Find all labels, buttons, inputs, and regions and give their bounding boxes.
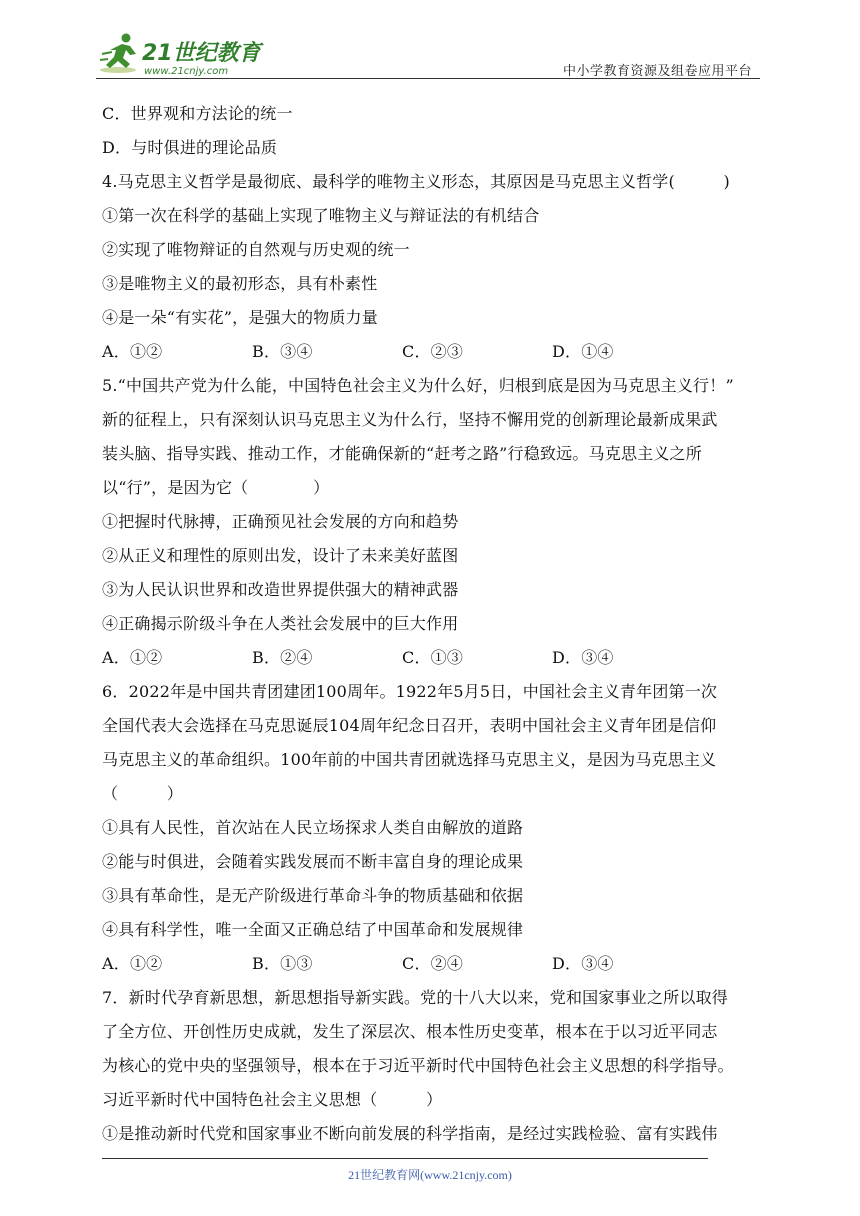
text-line: ③是唯物主义的最初形态，具有朴素性 bbox=[102, 274, 378, 293]
text-line: 以“行”，是因为它（ ） bbox=[102, 478, 330, 497]
text-line: 习近平新时代中国特色社会主义思想（ ） bbox=[102, 1090, 443, 1109]
logo-main-text: 21世纪教育 bbox=[142, 41, 261, 66]
runner-logo-icon bbox=[96, 30, 266, 78]
text-line: C．世界观和方法论的统一 bbox=[102, 104, 293, 123]
question-content bbox=[102, 97, 762, 1151]
text-line: ④具有科学性，唯一全面又正确总结了中国革命和发展规律 bbox=[102, 920, 524, 939]
answer-option: B．③④ bbox=[252, 342, 313, 361]
answer-option: B．①③ bbox=[252, 954, 313, 973]
text-line: 装头脑、指导实践、推动工作，才能确保新的“赶考之路”行稳致远。马克思主义之所 bbox=[102, 444, 702, 463]
text-line: ④正确揭示阶级斗争在人类社会发展中的巨大作用 bbox=[102, 614, 459, 633]
platform-title: 中小学教育资源及组卷应用平台 bbox=[562, 64, 752, 79]
answer-option: C．①③ bbox=[402, 648, 464, 667]
answer-option: D．③④ bbox=[552, 648, 614, 667]
answer-option: A．①② bbox=[102, 342, 163, 361]
answer-option: D．③④ bbox=[552, 954, 614, 973]
text-line: 新的征程上，只有深刻认识马克思主义为什么行，坚持不懈用党的创新理论最新成果武 bbox=[102, 410, 718, 429]
answer-option: A．①② bbox=[102, 954, 163, 973]
text-line: ①是推动新时代党和国家事业不断向前发展的科学指南，是经过实践检验、富有实践伟 bbox=[102, 1124, 718, 1143]
answer-option: C．②③ bbox=[402, 342, 464, 361]
answer-option: C．②④ bbox=[402, 954, 464, 973]
text-line: ②能与时俱进，会随着实践发展而不断丰富自身的理论成果 bbox=[102, 852, 524, 871]
answer-option: A．①② bbox=[102, 648, 163, 667]
answer-option: B．②④ bbox=[252, 648, 313, 667]
text-line: ③为人民认识世界和改造世界提供强大的精神武器 bbox=[102, 580, 459, 599]
text-line: ②实现了唯物辩证的自然观与历史观的统一 bbox=[102, 240, 410, 259]
text-line: ④是一朵“有实花”，是强大的物质力量 bbox=[102, 308, 378, 327]
text-line: 7．新时代孕育新思想，新思想指导新实践。党的十八大以来，党和国家事业之所以取得 bbox=[102, 988, 728, 1007]
text-line: 为核心的党中央的坚强领导，根本在于习近平新时代中国特色社会主义思想的科学指导。 bbox=[102, 1056, 734, 1075]
text-line: 6．2022年是中国共青团建团100周年。1922年5月5日，中国社会主义青年团第一次 bbox=[102, 682, 718, 701]
footer-text: 21世纪教育网(www.21cnjy.com) bbox=[348, 1168, 512, 1182]
text-line: ①把握时代脉搏，正确预见社会发展的方向和趋势 bbox=[102, 512, 459, 531]
answer-options bbox=[102, 947, 762, 981]
logo bbox=[96, 30, 266, 78]
text-line: 全国代表大会选择在马克思诞辰104周年纪念日召开，表明中国社会主义青年团是信仰 bbox=[102, 716, 717, 735]
text-line: 5.“中国共产党为什么能，中国特色社会主义为什么好，归根到底是因为马克思主义行！” bbox=[102, 376, 734, 395]
footer-divider bbox=[102, 1158, 708, 1159]
text-line: （ ） bbox=[102, 784, 184, 803]
answer-options bbox=[102, 641, 762, 675]
text-line: 了全方位、开创性历史成就，发生了深层次、根本性历史变革，根本在于以习近平同志 bbox=[102, 1022, 718, 1041]
answer-options bbox=[102, 335, 762, 369]
page-header bbox=[96, 30, 760, 80]
answer-option: D．①④ bbox=[552, 342, 614, 361]
header-divider bbox=[96, 78, 760, 79]
text-line: 马克思主义的革命组织。100年前的中国共青团就选择马克思主义，是因为马克思主义 bbox=[102, 750, 717, 769]
text-line: ③具有革命性，是无产阶级进行革命斗争的物质基础和依据 bbox=[102, 886, 524, 905]
text-line: ①具有人民性，首次站在人民立场探求人类自由解放的道路 bbox=[102, 818, 524, 837]
text-line: 4.马克思主义哲学是最彻底、最科学的唯物主义形态，其原因是马克思主义哲学( ) bbox=[102, 172, 730, 191]
text-line: D．与时俱进的理论品质 bbox=[102, 138, 278, 157]
text-line: ②从正义和理性的原则出发，设计了未来美好蓝图 bbox=[102, 546, 459, 565]
text-line: ①第一次在科学的基础上实现了唯物主义与辩证法的有机结合 bbox=[102, 206, 540, 225]
logo-sub-text: www.21cnjy.com bbox=[144, 66, 229, 77]
